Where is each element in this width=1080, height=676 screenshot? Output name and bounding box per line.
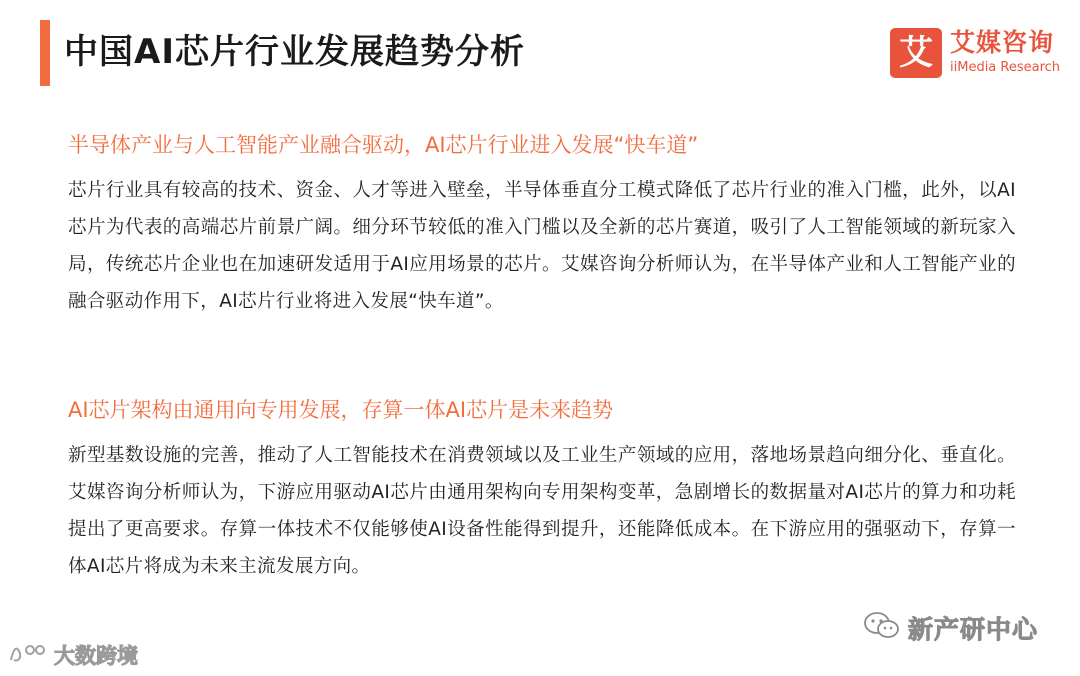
- section-2-heading: AI芯片架构由通用向专用发展，存算一体AI芯片是未来趋势: [68, 398, 614, 422]
- watermark-wechat: [862, 608, 1038, 648]
- section-2-body: 新型基数设施的完善，推动了人工智能技术在消费领域以及工业生产领域的应用，落地场景趋向细分化、垂直化。艾媒咨询分析师认为，下游应用驱动AI芯片由通用架构向专用架构变革，急剧增长的数据量对AI芯片的算力和功耗提出了更高要求。存算一体技术不仅能够使AI设备性能得到提升，还能降低成本。在下游应用的强驱动下，存算一体AI芯片将成为未来主流发展方向。: [68, 445, 1016, 577]
- logo-subtitle: iiMedia Research: [950, 60, 1061, 75]
- watermark-brand: [8, 638, 138, 672]
- page-title: 中国AI芯片行业发展趋势分析: [64, 32, 525, 72]
- watermark-left-text: 大数跨境: [54, 644, 138, 668]
- logo-mark-icon: 艾: [890, 28, 942, 78]
- iimedia-logo: [890, 28, 1066, 80]
- title-accent-bar: [40, 20, 50, 86]
- section-1-body: 芯片行业具有较高的技术、资金、人才等进入壁垒，半导体垂直分工模式降低了芯片行业的准入门槛，此外，以AI芯片为代表的高端芯片前景广阔。细分环节较低的准入门槛以及全新的芯片赛道，吸引了人工智能领域的新玩家入局，传统芯片企业也在加速研发适用于AI应用场景的芯片。艾媒咨询分析师认为，在半导体产业和人工智能产业的融合驱动作用下，AI芯片行业将进入发展“快车道”。: [68, 180, 1016, 312]
- section-1-heading: 半导体产业与人工智能产业融合驱动，AI芯片行业进入发展“快车道”: [68, 133, 699, 157]
- logo-name: 艾媒咨询: [950, 28, 1055, 57]
- watermark-right-text: 新产研中心: [908, 615, 1039, 644]
- brand-mark-icon: [8, 640, 50, 670]
- wechat-icon: [862, 610, 902, 646]
